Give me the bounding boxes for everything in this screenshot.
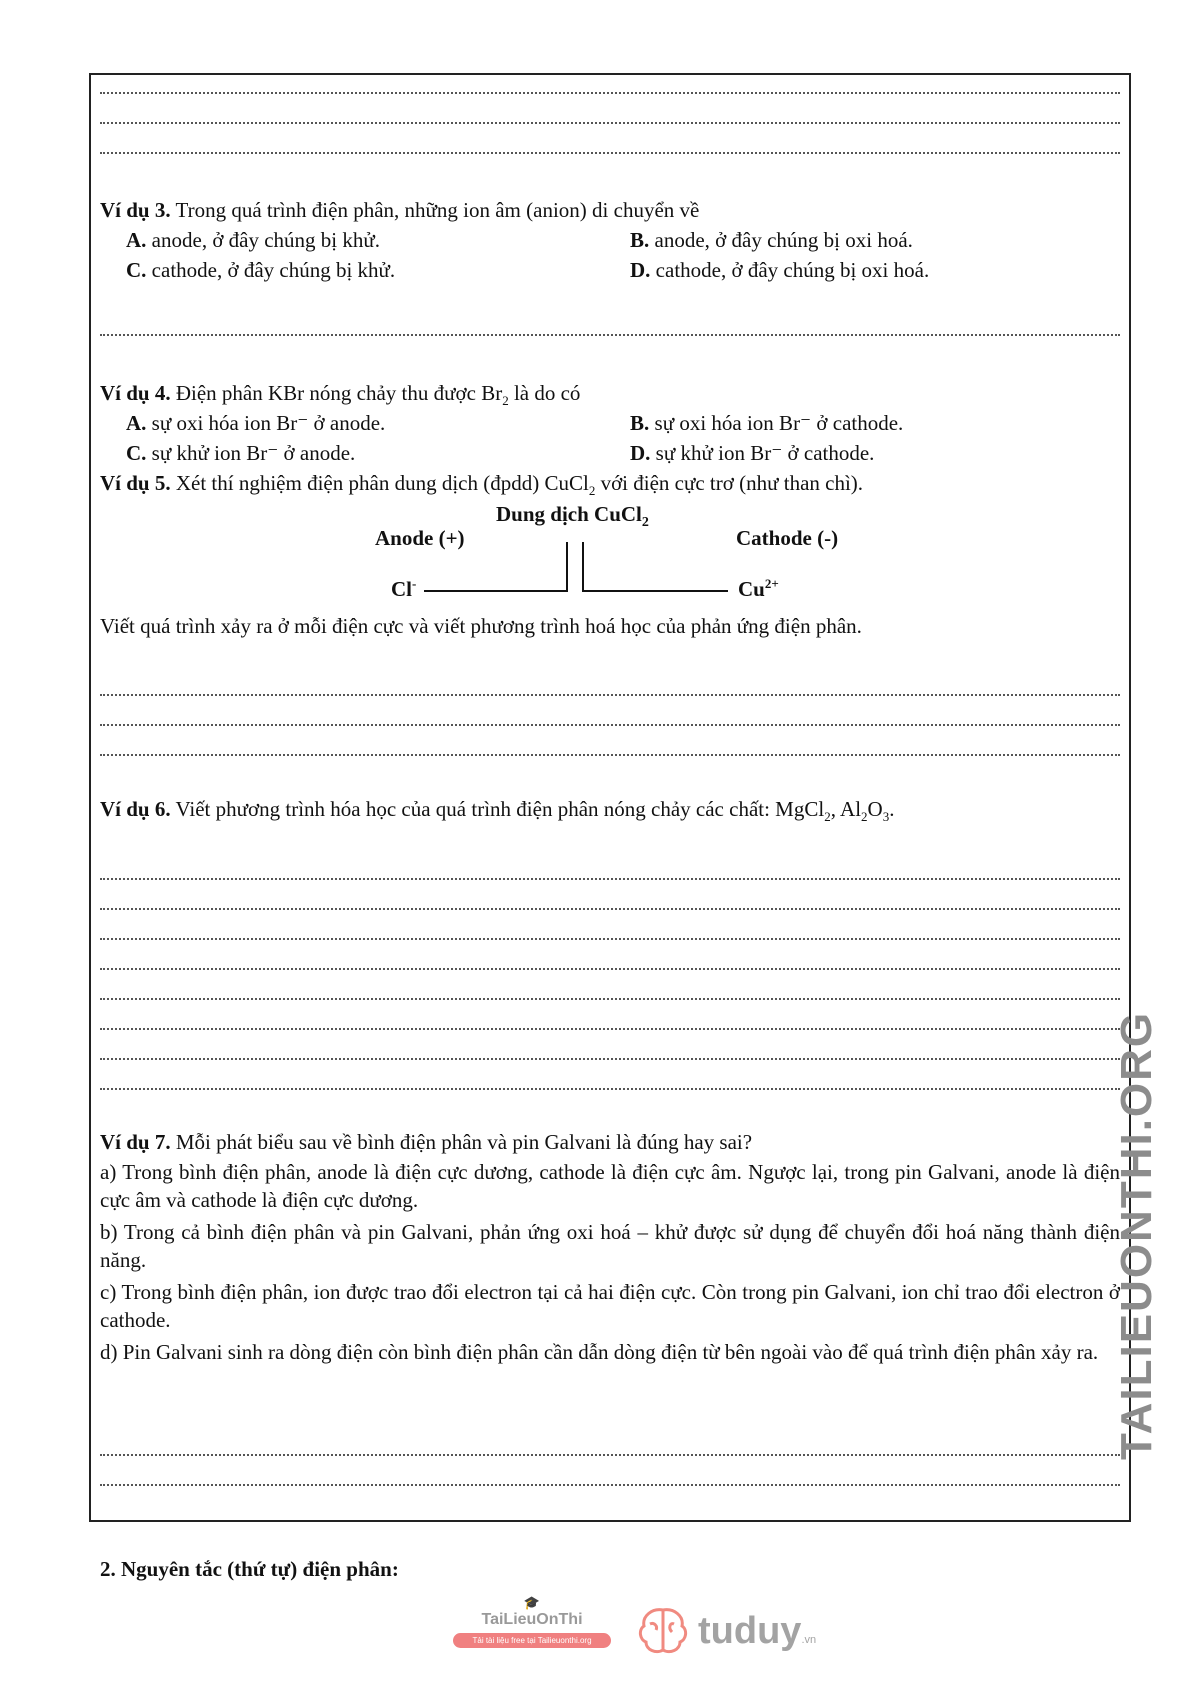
answer-line[interactable] <box>100 894 1120 910</box>
graduation-cap-icon: 🎓 <box>523 1595 541 1610</box>
answer-line[interactable] <box>100 1470 1120 1486</box>
answer-line[interactable] <box>100 1014 1120 1030</box>
ex7-statement-b: b) Trong cả bình điện phân và pin Galvani, phản ứng oxi hoá – khử được sử dụng để chuyển đổi hoá năng thành điện năng. <box>100 1220 1120 1272</box>
diagram-solution-label: Dung dịch CuCl$_2$ <box>496 502 649 531</box>
example-5-question: Ví dụ 5. Xét thí nghiệm điện phân dung dịch (đpdd) CuCl$_2$ với điện cực trơ (như than chì). <box>100 471 864 499</box>
diagram-anion-label: Cl- <box>391 576 417 601</box>
answer-line[interactable] <box>100 740 1120 756</box>
example-5-instruction: Viết quá trình xảy ra ở mỗi điện cực và viết phương trình hoá học của phản ứng điện phân. <box>100 614 862 638</box>
tuduy-logo[interactable]: tuduy .vn <box>634 1600 816 1662</box>
ex4-option-d: D. sự khử ion Br⁻ ở cathode. <box>630 441 875 465</box>
anode-electrode <box>566 542 568 592</box>
brain-icon <box>634 1602 692 1660</box>
answer-line[interactable] <box>100 680 1120 696</box>
cathode-electrode <box>582 542 584 592</box>
ex3-option-a: A. anode, ở đây chúng bị khử. <box>126 228 381 252</box>
answer-line[interactable] <box>100 108 1120 124</box>
tailieuonthi-logo[interactable]: 🎓 TaiLieuOnThi Tải tài liệu free tại Tailieuonthi.org <box>452 1595 612 1661</box>
answer-line[interactable] <box>100 78 1120 94</box>
example-3-question: Ví dụ 3. Trong quá trình điện phân, những ion âm (anion) di chuyển về <box>100 198 700 222</box>
answer-line[interactable] <box>100 954 1120 970</box>
ex3-option-b: B. anode, ở đây chúng bị oxi hoá. <box>630 228 913 252</box>
example-7-question: Ví dụ 7. Mỗi phát biểu sau về bình điện phân và pin Galvani là đúng hay sai? <box>100 1130 753 1154</box>
example-6-question: Ví dụ 6. Viết phương trình hóa học của quá trình điện phân nóng chảy các chất: MgCl$_2$, $Al_2O_3$. <box>100 797 895 825</box>
watermark-text: TAILIEUONTHI.ORG <box>1112 1010 1161 1460</box>
answer-line[interactable] <box>100 1074 1120 1090</box>
diagram-cation-label: $Cu^{2+}$ <box>738 576 779 601</box>
answer-line[interactable] <box>100 138 1120 154</box>
ex3-option-c: C. cathode, ở đây chúng bị khử. <box>126 258 396 282</box>
answer-line[interactable] <box>100 1440 1120 1456</box>
example-4-question: Ví dụ 4. Điện phân KBr nóng chảy thu được $Br_2$ là do có <box>100 381 581 409</box>
ex4-option-a: A. sự oxi hóa ion Br⁻ ở anode. <box>126 411 386 435</box>
ex4-option-b: B. sự oxi hóa ion Br⁻ ở cathode. <box>630 411 904 435</box>
cathode-wire <box>582 590 728 592</box>
diagram-anode-label: Anode (+) <box>375 526 465 550</box>
answer-line[interactable] <box>100 710 1120 726</box>
answer-line[interactable] <box>100 320 1120 336</box>
ex3-option-d: D. cathode, ở đây chúng bị oxi hoá. <box>630 258 930 282</box>
diagram-cathode-label: Cathode (-) <box>736 526 839 550</box>
answer-line[interactable] <box>100 924 1120 940</box>
ex7-statement-c: c) Trong bình điện phân, ion được trao đổi electron tại cả hai điện cực. Còn trong pin Galvani, ion chỉ trao đổi electron ở cathode. <box>100 1280 1120 1332</box>
example-3-label: Ví dụ 3. <box>100 198 171 222</box>
ex7-statement-d: d) Pin Galvani sinh ra dòng điện còn bình điện phân cần dẫn dòng điện từ bên ngoài vào để quá trình điện phân xảy ra. <box>100 1340 1099 1364</box>
answer-line[interactable] <box>100 864 1120 880</box>
ex7-statement-a: a) Trong bình điện phân, anode là điện cực dương, cathode là điện cực âm. Ngược lại, trong pin Galvani, anode là điện cực âm và cathode là điện cực dương. <box>100 1160 1120 1212</box>
anode-wire <box>424 590 568 592</box>
answer-line[interactable] <box>100 984 1120 1000</box>
answer-line[interactable] <box>100 1044 1120 1060</box>
section-2-heading: 2. Nguyên tắc (thứ tự) điện phân: <box>100 1557 399 1581</box>
ex4-option-c: C. sự khử ion Br⁻ ở anode. <box>126 441 356 465</box>
